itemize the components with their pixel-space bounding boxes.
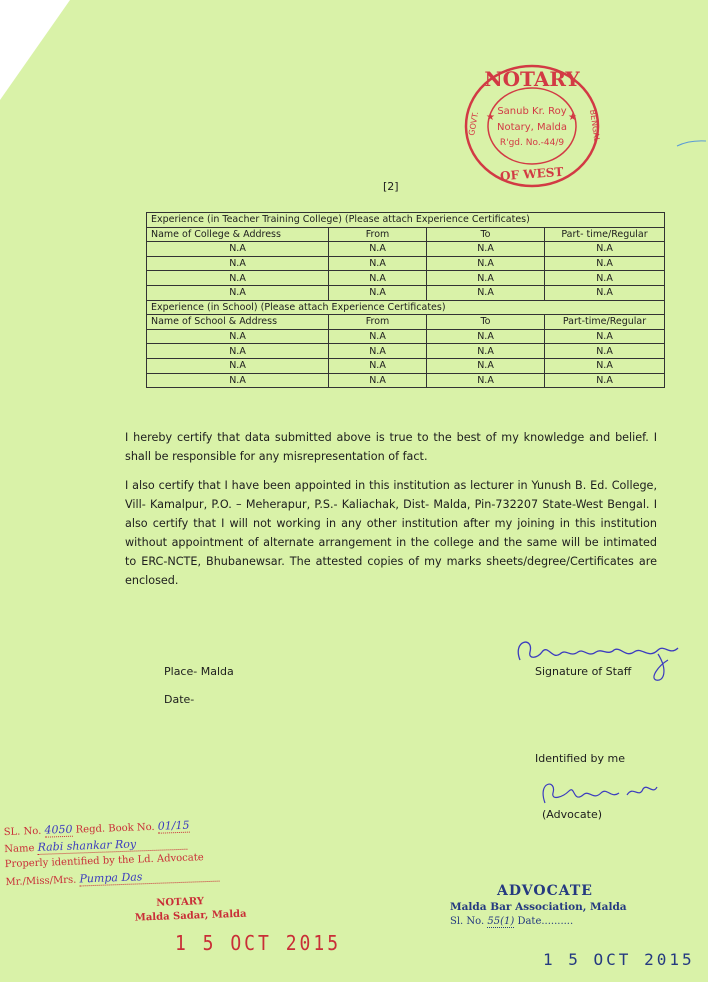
teacher-training-title: Experience (in Teacher Training College) (Please attach Experience Certificates) [147, 213, 665, 228]
column-header: From [329, 227, 427, 242]
advocate-stamp [450, 883, 640, 928]
table-cell: N.A [545, 358, 665, 373]
column-header: Part- time/Regular [545, 227, 665, 242]
seal-bottom-arc: OF WEST [499, 164, 564, 184]
section-title-row [147, 300, 665, 315]
advocate-serial-value: 55(1) [487, 916, 515, 927]
advocate-date-label: Date [517, 916, 542, 927]
table-cell: N.A [329, 285, 427, 300]
bar-association: Malda Bar Association, Malda [450, 901, 627, 913]
table-cell: N.A [147, 358, 329, 373]
table-cell: N.A [545, 329, 665, 344]
table-header-row [147, 315, 665, 330]
svg-text:★: ★ [486, 112, 495, 123]
identified-by-label: Identified by me [535, 752, 625, 765]
table-row [147, 344, 665, 359]
table-cell: N.A [329, 358, 427, 373]
table-row [147, 329, 665, 344]
table-cell: N.A [329, 373, 427, 388]
column-header: Name of College & Address [147, 227, 329, 242]
mrs-value: Pumpa Das [79, 868, 219, 887]
school-title: Experience (in School) (Please attach Experience Certificates) [147, 300, 665, 315]
table-cell: N.A [329, 242, 427, 257]
column-header: To [427, 315, 545, 330]
section-title-row [147, 213, 665, 228]
date-label: Date- [164, 693, 195, 706]
table-cell: N.A [427, 285, 545, 300]
table-cell: N.A [329, 344, 427, 359]
notary-seal [462, 62, 602, 190]
table-cell: N.A [545, 344, 665, 359]
signature-of-staff-label: Signature of Staff [535, 665, 632, 678]
svg-text:★: ★ [568, 112, 577, 123]
name-label: Name [4, 843, 35, 856]
table-cell: N.A [427, 344, 545, 359]
seal-name: Sanub Kr. Roy [497, 106, 567, 117]
certification-paragraph: I also certify that I have been appointed in this institution as lecturer in Yunush B. Ed. College, Vill- Kamalpur, P.O. – Meherapur, P.S.- Kaliachak, Dist- Malda, Pin-732207 State-West Bengal. I also certify that I will not working in any other institution after my joining in this institution without appointment of alternate arrangement in the college and the same will be intimated to ERC-NCTE, Bhubanewsar. The attested copies of my marks sheets/degree/Certificates are enclosed. [125, 479, 657, 587]
serial-value: 4050 [44, 822, 73, 837]
table-cell: N.A [147, 373, 329, 388]
table-cell: N.A [147, 329, 329, 344]
advocate-serial-line: Sl. No. 55(1) Date.......... [450, 916, 574, 927]
table-cell: N.A [545, 271, 665, 286]
table-header-row [147, 227, 665, 242]
stamp-notary-label: NOTARY [156, 896, 205, 909]
table-cell: N.A [147, 271, 329, 286]
table-cell: N.A [147, 242, 329, 257]
advocate-stamp-title: ADVOCATE [497, 883, 593, 899]
name-value: Rabi shankar Roy [37, 836, 187, 855]
advocate-serial-label: Sl. No. [450, 916, 485, 927]
stamp-identified-line: Properly identified by the Ld. Advocate [4, 852, 204, 871]
table-cell: N.A [147, 256, 329, 271]
regd-book-value: 01/15 [157, 818, 190, 833]
table-row [147, 285, 665, 300]
page-number: [2] [383, 180, 399, 193]
declaration-paragraph: I hereby certify that data submitted above is true to the best of my knowledge and belief. I shall be responsible for any misrepresentation of fact. [125, 431, 657, 463]
seal-reg: R'gd. No.-44/9 [499, 138, 565, 148]
seal-role: Notary, Malda [496, 122, 568, 133]
table-cell: N.A [545, 285, 665, 300]
stamp-office: Malda Sadar, Malda [134, 908, 247, 924]
table-row [147, 256, 665, 271]
table-cell: N.A [427, 242, 545, 257]
column-header: To [427, 227, 545, 242]
table-cell: N.A [427, 358, 545, 373]
table-cell: N.A [329, 256, 427, 271]
table-cell: N.A [427, 256, 545, 271]
table-cell: N.A [427, 373, 545, 388]
regd-book-label: Regd. Book No. [75, 821, 155, 836]
notary-date-stamp: 1 5 OCT 2015 [175, 931, 342, 956]
table-cell: N.A [427, 271, 545, 286]
column-header: Part-time/Regular [545, 315, 665, 330]
table-cell: N.A [147, 344, 329, 359]
table-cell: N.A [427, 329, 545, 344]
seal-left-arc: GOVT. [467, 110, 481, 137]
table-cell: N.A [329, 329, 427, 344]
column-header: Name of School & Address [147, 315, 329, 330]
table-cell: N.A [147, 285, 329, 300]
column-header: From [329, 315, 427, 330]
experience-table [146, 212, 665, 388]
advocate-date-stamp: 1 5 OCT 2015 [543, 950, 695, 969]
serial-label: SL. No. [3, 825, 42, 839]
table-row [147, 358, 665, 373]
pen-mark [675, 138, 708, 148]
table-cell: N.A [545, 242, 665, 257]
seal-right-arc: BENGAL [588, 109, 602, 143]
place-label: Place- Malda [164, 665, 234, 678]
folded-page-corner [0, 0, 70, 100]
table-row [147, 373, 665, 388]
table-cell: N.A [329, 271, 427, 286]
mrs-label: Mr./Miss/Mrs. [5, 874, 77, 889]
advocate-label: (Advocate) [542, 808, 603, 821]
seal-top-text: NOTARY [484, 67, 580, 91]
table-row [147, 242, 665, 257]
table-row [147, 271, 665, 286]
table-cell: N.A [545, 256, 665, 271]
stamp-mrs-line [5, 868, 219, 889]
table-cell: N.A [545, 373, 665, 388]
